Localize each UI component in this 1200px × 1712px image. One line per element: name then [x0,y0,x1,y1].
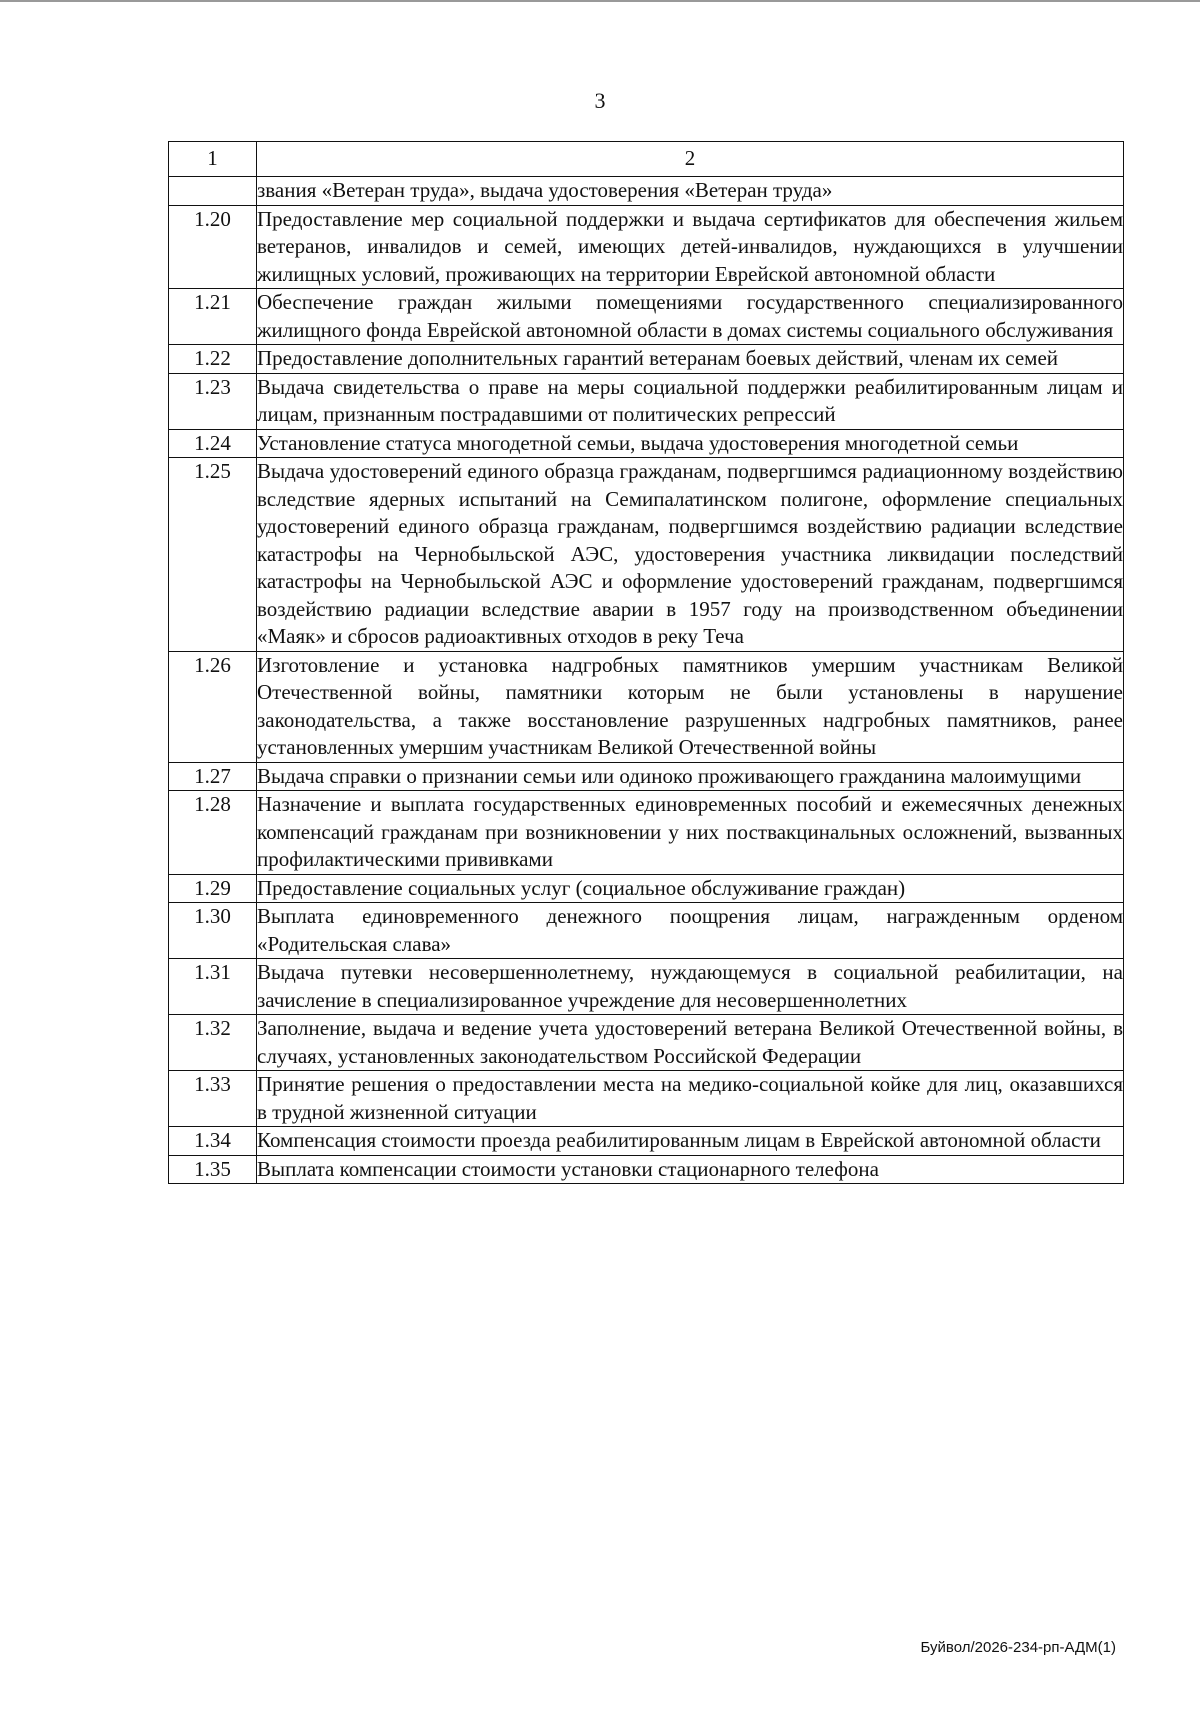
row-number: 1.34 [169,1127,257,1156]
document-code: Буйвол/2026-234-рп-АДМ(1) [920,1639,1116,1656]
table-row [169,345,1124,374]
table-row-continuation [169,177,1124,206]
row-text: звания «Ветеран труда», выдача удостоверения «Ветеран труда» [257,177,1124,206]
page-number: 3 [594,88,606,113]
row-number: 1.23 [169,373,257,429]
table-row [169,959,1124,1015]
table-row [169,458,1124,652]
table-row [169,791,1124,875]
row-text: Компенсация стоимости проезда реабилитированным лицам в Еврейской автономной области [257,1127,1124,1156]
row-number-empty [169,177,257,206]
table-row [169,1127,1124,1156]
table-row [169,289,1124,345]
row-text: Назначение и выплата государственных единовременных пособий и ежемесячных денежных компенсаций гражданам при возникновении у них поствакцинальных осложнений, вызванных профилактическими прививками [257,791,1124,875]
row-text: Выдача удостоверений единого образца гражданам, подвергшимся радиационному воздействию вследствие ядерных испытаний на Семипалатинском полигоне, оформление специальных удостоверений единого образца гражданам, подвергшимся воздействию радиации вследствие катастрофы на Чернобыльской АЭС, удостоверения участника ликвидации последствий катастрофы на Чернобыльской АЭС и оформление удостоверений гражданам, подвергшимся воздействию радиации вследствие аварии в 1957 году на производственном объединении «Маяк» и сбросов радиоактивных отходов в реку Теча [257,458,1124,652]
row-number: 1.35 [169,1155,257,1184]
column-header-number: 1 [169,142,257,177]
row-text: Принятие решения о предоставлении места на медико-социальной койке для лиц, оказавшихся в трудной жизненной ситуации [257,1071,1124,1127]
row-text: Обеспечение граждан жилыми помещениями государственного специализированного жилищного фонда Еврейской автономной области в домах системы социального обслуживания [257,289,1124,345]
column-header-service: 2 [257,142,1124,177]
row-number: 1.22 [169,345,257,374]
row-text: Выдача свидетельства о праве на меры социальной поддержки реабилитированным лицам и лицам, признанным пострадавшими от политических репрессий [257,373,1124,429]
table-row [169,762,1124,791]
table-row [169,429,1124,458]
row-text: Заполнение, выдача и ведение учета удостоверений ветерана Великой Отечественной войны, в случаях, установленных законодательством Российской Федерации [257,1015,1124,1071]
row-number: 1.26 [169,651,257,762]
row-number: 1.31 [169,959,257,1015]
table-row [169,903,1124,959]
row-text: Выдача справки о признании семьи или одиноко проживающего гражданина малоимущими [257,762,1124,791]
table-row [169,373,1124,429]
table-row [169,874,1124,903]
row-text: Предоставление мер социальной поддержки и выдача сертификатов для обеспечения жильем ветеранов, инвалидов и семей, имеющих детей-инвалидов, нуждающихся в улучшении жилищных условий, проживающих на территории Еврейской автономной области [257,205,1124,289]
services-table [168,141,1124,1184]
row-number: 1.21 [169,289,257,345]
table-row [169,1015,1124,1071]
table-row [169,1071,1124,1127]
row-text: Выплата единовременного денежного поощрения лицам, награжденным орденом «Родительская слава» [257,903,1124,959]
row-number: 1.29 [169,874,257,903]
table-row [169,651,1124,762]
table-row [169,205,1124,289]
row-text: Установление статуса многодетной семьи, выдача удостоверения многодетной семьи [257,429,1124,458]
row-text: Предоставление дополнительных гарантий ветеранам боевых действий, членам их семей [257,345,1124,374]
row-text: Предоставление социальных услуг (социальное обслуживание граждан) [257,874,1124,903]
row-number: 1.33 [169,1071,257,1127]
row-text: Изготовление и установка надгробных памятников умершим участникам Великой Отечественной войны, памятники которым не были установлены в нарушение законодательства, а также восстановление разрушенных надгробных памятников, ранее установленных умершим участникам Великой Отечественной войны [257,651,1124,762]
row-number: 1.32 [169,1015,257,1071]
row-number: 1.24 [169,429,257,458]
table-row [169,1155,1124,1184]
table-header-row [169,142,1124,177]
row-text: Выплата компенсации стоимости установки стационарного телефона [257,1155,1124,1184]
scan-top-edge [0,0,1200,2]
row-number: 1.30 [169,903,257,959]
row-number: 1.28 [169,791,257,875]
row-text: Выдача путевки несовершеннолетнему, нуждающемуся в социальной реабилитации, на зачисление в специализированное учреждение для несовершеннолетних [257,959,1124,1015]
row-number: 1.25 [169,458,257,652]
row-number: 1.27 [169,762,257,791]
row-number: 1.20 [169,205,257,289]
